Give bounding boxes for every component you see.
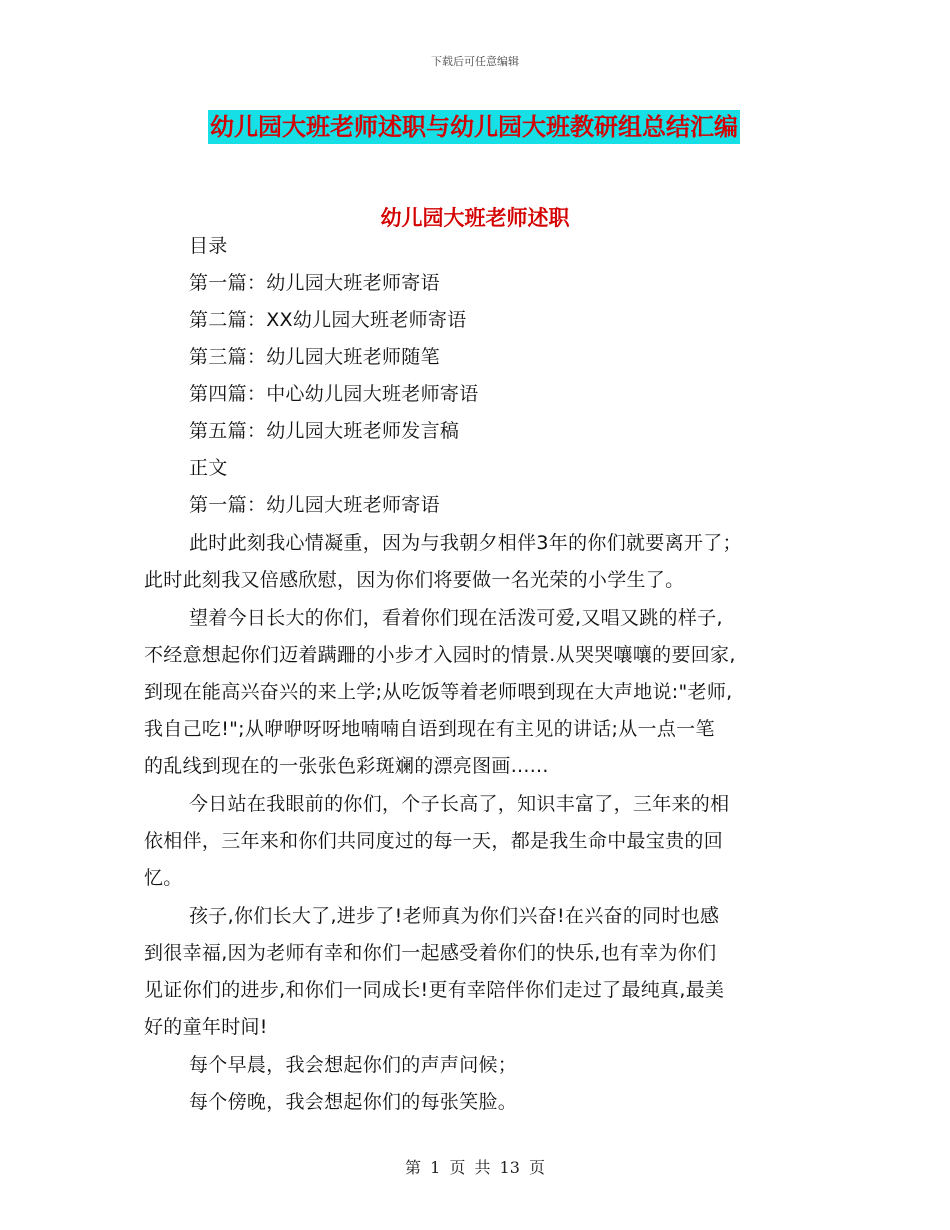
header-note: 下载后可任意编辑 <box>431 55 519 68</box>
paragraph-line: 望着今日长大的你们，看着你们现在活泼可爱,又唱又跳的样子, <box>189 607 723 629</box>
body-heading: 正文 <box>189 457 228 479</box>
paragraph-line: 忆。 <box>144 867 183 889</box>
paragraph-line: 每个傍晚，我会想起你们的每张笑脸。 <box>189 1091 518 1113</box>
paragraph-line: 好的童年时间! <box>144 1016 268 1038</box>
article-heading: 第一篇：幼儿园大班老师寄语 <box>189 494 440 516</box>
paragraph-line: 每个早晨，我会想起你们的声声问候； <box>189 1054 518 1076</box>
paragraph-line: 到现在能高兴奋兴的来上学;从吃饭等着老师喂到现在大声地说:"老师, <box>144 681 733 703</box>
toc-item: 第五篇：幼儿园大班老师发言稿 <box>189 420 460 442</box>
paragraph-line: 不经意想起你们迈着蹒跚的小步才入园时的情景.从哭哭嚷嚷的要回家, <box>144 644 736 666</box>
paragraph-line: 到很幸福,因为老师有幸和你们一起感受着你们的快乐,也有幸为你们 <box>144 942 717 964</box>
paragraph-line: 此时此刻我心情凝重，因为与我朝夕相伴3年的你们就要离开了； <box>189 532 742 554</box>
paragraph-line: 孩子,你们长大了,进步了!老师真为你们兴奋!在兴奋的同时也感 <box>189 905 720 927</box>
document-title: 幼儿园大班老师述职与幼儿园大班教研组总结汇编 <box>208 110 740 144</box>
paragraph-line: 此时此刻我又倍感欣慰，因为你们将要做一名光荣的小学生了。 <box>144 569 685 591</box>
paragraph-line: 依相伴，三年来和你们共同度过的每一天，都是我生命中最宝贵的回 <box>144 830 724 852</box>
page-number-footer: 第 1 页 共 13 页 <box>405 1158 545 1177</box>
paragraph-line: 今日站在我眼前的你们，个子长高了，知识丰富了，三年来的相 <box>189 793 730 815</box>
toc-item: 第二篇：XX幼儿园大班老师寄语 <box>189 309 467 331</box>
paragraph-line: 见证你们的进步,和你们一同成长!更有幸陪伴你们走过了最纯真,最美 <box>144 979 725 1001</box>
toc-item: 第一篇：幼儿园大班老师寄语 <box>189 272 440 294</box>
toc-item: 第四篇：中心幼儿园大班老师寄语 <box>189 383 479 405</box>
section-title: 幼儿园大班老师述职 <box>380 205 570 230</box>
toc-heading: 目录 <box>189 235 228 257</box>
paragraph-line: 我自己吃!";从咿咿呀呀地喃喃自语到现在有主见的讲话;从一点一笔 <box>144 718 715 740</box>
paragraph-line: 的乱线到现在的一张张色彩斑斓的漂亮图画...... <box>144 755 549 777</box>
toc-item: 第三篇：幼儿园大班老师随笔 <box>189 346 440 368</box>
